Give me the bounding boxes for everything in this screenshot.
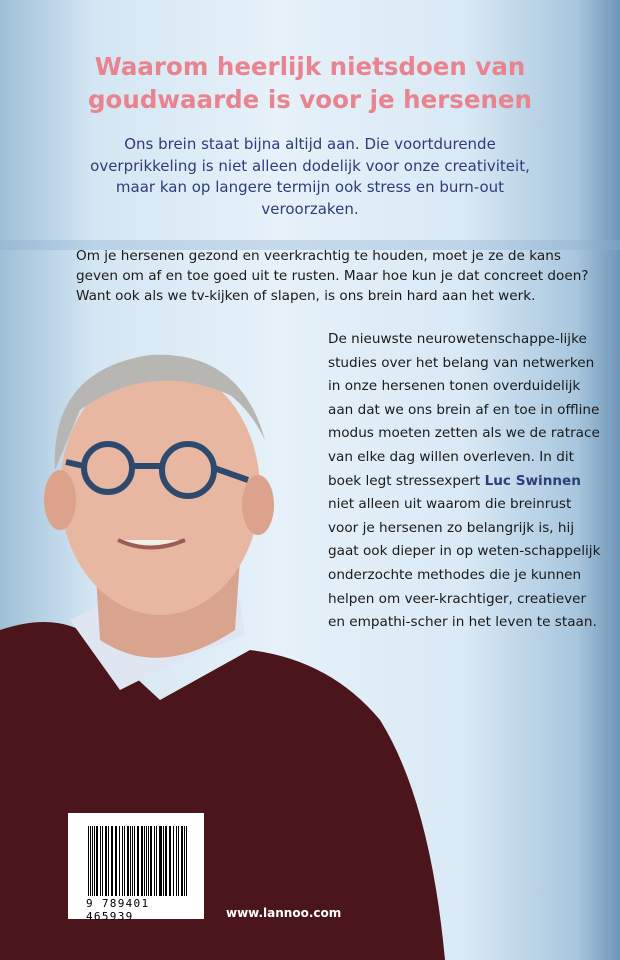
barcode-bars (88, 826, 188, 896)
barcode-bar (124, 826, 125, 896)
sweater (0, 622, 445, 960)
barcode-bar (102, 826, 103, 896)
headline: Waarom heerlijk nietsdoen van goudwaarde is voor je hersenen (88, 52, 532, 114)
isbn-number: 9 789401 465939 (86, 897, 150, 923)
author-name: Luc Swinnen (484, 472, 581, 489)
barcode-bar (100, 826, 101, 896)
barcode-bar (160, 826, 161, 896)
barcode-bar (150, 826, 151, 896)
barcode-bar (154, 826, 155, 896)
barcode-bar (92, 826, 93, 896)
barcode-bar (182, 826, 183, 896)
barcode-bar (173, 826, 174, 896)
barcode-bar (128, 826, 129, 896)
ear-right (242, 475, 274, 535)
publisher-website: www.lannoo.com (226, 906, 342, 920)
barcode (68, 813, 204, 923)
barcode-bar (156, 826, 157, 896)
barcode-bar (184, 826, 185, 896)
barcode-bar (90, 826, 91, 896)
paragraph-2-end: niet alleen uit waarom die breinrust voor je hersenen zo belangrijk is, hij gaat ook dieper in op weten-schappelijk onderzochte methodes die je kunnen helpen om veer-krachtiger, creatiever en empathi-scher in het leven te staan. (328, 496, 601, 631)
intro-text: Ons brein staat bijna altijd aan. Die voortdurende overprikkeling is niet alleen dodelijk voor onze creativiteit, maar kan op langere termijn ook stress en burn-out veroorzaken. (90, 135, 530, 218)
barcode-bar (130, 826, 131, 896)
body-paragraph-1: Om je hersenen gezond en veerkrachtig te houden, moet je ze de kans geven om af en toe goed uit te rusten. Maar hoe kun je dat concreet doen? Want ook als we tv-kijken of slapen, is ons brein hard aan het werk. (76, 248, 589, 304)
body-paragraph-2 (328, 328, 603, 635)
barcode-bar (170, 826, 171, 896)
barcode-bar (116, 826, 117, 896)
barcode-bar (134, 826, 135, 896)
barcode-bar (178, 826, 179, 896)
barcode-bar (106, 826, 107, 896)
barcode-bar (146, 826, 147, 896)
barcode-bar (96, 826, 97, 896)
barcode-bar (144, 826, 145, 896)
ear-left (44, 470, 76, 530)
paragraph-2-start: De nieuwste neurowetenschappe-lijke studies over het belang van netwerken in onze hersenen tonen overduidelijk aan dat we ons brein af en toe in offline modus moeten zetten als we de ratrace van elke dag willen overleven. In dit boek legt stressexpert (328, 331, 600, 489)
barcode-bar (119, 826, 120, 896)
